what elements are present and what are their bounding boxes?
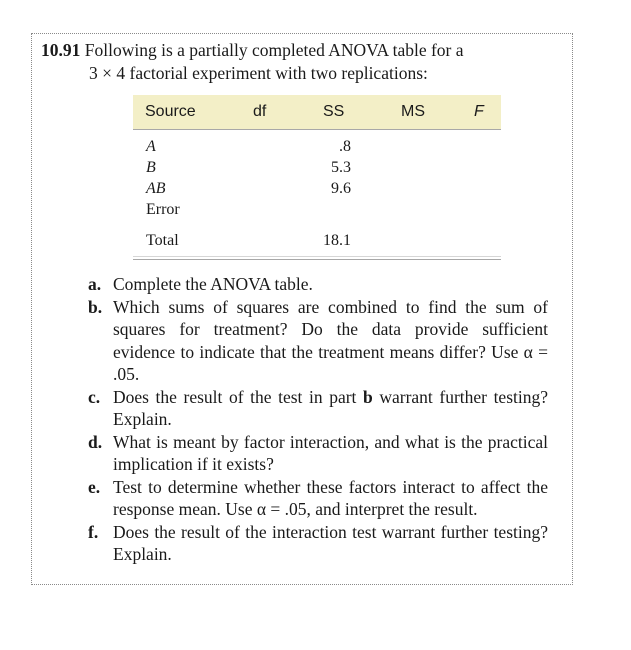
- row-ss: .8: [339, 138, 351, 155]
- exercise-statement-line2: 3 × 4 factorial experiment with two replications:: [89, 63, 428, 83]
- row-ss: 18.1: [323, 232, 351, 249]
- part-label: d.: [88, 431, 103, 452]
- part-a: [88, 273, 548, 296]
- part-e: [88, 476, 548, 521]
- header-df: df: [253, 103, 267, 120]
- question-parts: [88, 273, 548, 566]
- part-label: f.: [88, 521, 99, 542]
- exercise-number: 10.91: [41, 40, 81, 60]
- part-text: Which sums of squares are combined to find the sum of squares for treatment? Do the data provide sufficient evidence to indicate that the treatment means differ? Use α = .05.: [113, 296, 548, 384]
- part-text-before: Does the result of the test in part: [113, 386, 364, 407]
- row-source: A: [146, 138, 156, 155]
- row-source: Error: [146, 201, 180, 218]
- anova-table-body: [133, 130, 501, 260]
- part-label: c.: [88, 386, 101, 407]
- exercise-header: [41, 39, 551, 85]
- table-row-b: [133, 159, 501, 179]
- part-label: e.: [88, 476, 101, 497]
- header-ms: MS: [401, 103, 425, 120]
- part-text: What is meant by factor interaction, and what is the practical implication if it exists?: [113, 431, 548, 474]
- part-text: [113, 387, 548, 430]
- header-f: F: [474, 103, 484, 120]
- part-c: [88, 386, 548, 431]
- anova-table: [133, 95, 501, 294]
- header-ss: SS: [323, 103, 345, 120]
- table-row-a: [133, 138, 501, 158]
- row-source: AB: [146, 180, 166, 197]
- anova-table-header: [133, 95, 501, 130]
- part-d: [88, 431, 548, 476]
- part-text: Test to determine whether these factors interact to affect the response mean. Use α = .05, and interpret the result.: [113, 476, 548, 519]
- part-label: a.: [88, 274, 102, 294]
- part-text-bold: b: [363, 386, 373, 407]
- header-source: Source: [145, 103, 196, 120]
- part-b: [88, 296, 548, 386]
- row-source: Total: [146, 232, 179, 249]
- row-source: B: [146, 159, 156, 176]
- row-ss: 9.6: [331, 180, 351, 197]
- part-text: Complete the ANOVA table.: [113, 274, 313, 294]
- table-divider: [133, 256, 501, 257]
- part-text: Does the result of the interaction test warrant further testing? Explain.: [113, 521, 548, 564]
- table-row-error: [133, 201, 501, 221]
- part-text-after: warrant further testing? Explain.: [113, 386, 548, 429]
- row-ss: 5.3: [331, 159, 351, 176]
- part-label: b.: [88, 296, 103, 317]
- part-f: [88, 521, 548, 566]
- exercise-statement-line1: Following is a partially completed ANOVA table for a: [84, 40, 464, 60]
- table-row-ab: [133, 180, 501, 200]
